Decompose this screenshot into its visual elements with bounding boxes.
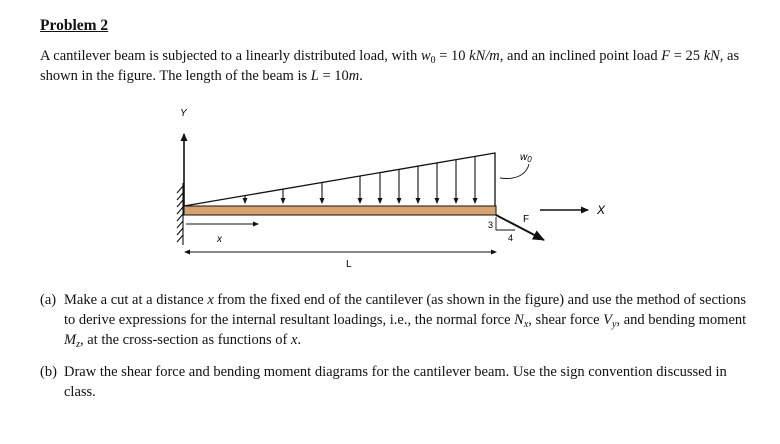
qa-text-5: , at the cross-section as functions of <box>80 332 292 348</box>
qa-x-symbol: x <box>207 292 214 308</box>
question-b-text: Draw the shear force and bending moment diagrams for the cantilever beam. Use the sign convention discussed in class. <box>64 364 727 400</box>
statement-text-3: , as shown in the figure. The length of the beam is <box>40 48 740 84</box>
fixed-support <box>177 183 183 245</box>
load-triangle <box>184 153 495 206</box>
problem-title: Problem 2 <box>40 17 109 34</box>
statement-text-4: . <box>359 68 363 84</box>
qa-text-2: from the fixed end of the cantilever (as shown in the figure) and use the method of sections to derive expressions for the internal resultant loadings, i.e., the normal force <box>64 292 747 328</box>
question-b-label: (b) <box>40 364 57 380</box>
qa-text-3: , shear force <box>528 312 604 328</box>
y-axis-label: Y <box>180 108 187 119</box>
L-equals: = 10 <box>318 68 349 84</box>
qa-text-4: , and bending moment <box>616 312 747 328</box>
w0-equals: = 10 <box>435 48 470 64</box>
force-arrow <box>496 215 544 240</box>
qa-text-1: Make a cut at a distance <box>64 292 208 308</box>
question-a <box>40 290 760 350</box>
question-a-text <box>64 290 760 350</box>
load-label-leader <box>500 164 529 178</box>
shear-force-subscript: y <box>612 319 617 330</box>
load-label: $w_0$ <box>520 152 532 164</box>
qa-x-symbol-2: x <box>291 332 298 348</box>
w0-symbol: w <box>420 48 431 64</box>
statement-text-2: , and an inclined point load <box>499 48 662 64</box>
force-label: F <box>523 214 530 225</box>
question-b <box>40 362 760 402</box>
moment-subscript: z <box>76 339 80 350</box>
x-axis-label: X <box>597 203 606 217</box>
w0-unit: kN/m <box>469 48 500 64</box>
slope-rise-label: 3 <box>488 220 494 230</box>
slope-run-label: 4 <box>508 233 514 243</box>
cut-distance-label: x <box>217 234 222 245</box>
F-equals: = 25 <box>670 48 704 64</box>
qa-text-6: . <box>297 332 302 348</box>
question-a-label: (a) <box>40 292 57 308</box>
F-symbol: F <box>661 48 671 64</box>
distributed-load <box>184 153 495 206</box>
normal-force-subscript: x <box>523 319 529 330</box>
load-arrows <box>245 156 475 203</box>
F-unit: kN <box>703 48 720 64</box>
length-label: L <box>346 259 352 270</box>
moment-symbol: M <box>64 332 77 348</box>
w0-subscript: 0 <box>430 55 436 66</box>
normal-force-symbol: N <box>514 312 524 328</box>
beam <box>184 206 496 215</box>
statement-text-1: A cantilever beam is subjected to a linearly distributed load, with <box>40 48 421 64</box>
L-unit: m <box>348 68 360 84</box>
shear-force-symbol: V <box>603 312 613 328</box>
L-symbol: L <box>310 68 319 84</box>
